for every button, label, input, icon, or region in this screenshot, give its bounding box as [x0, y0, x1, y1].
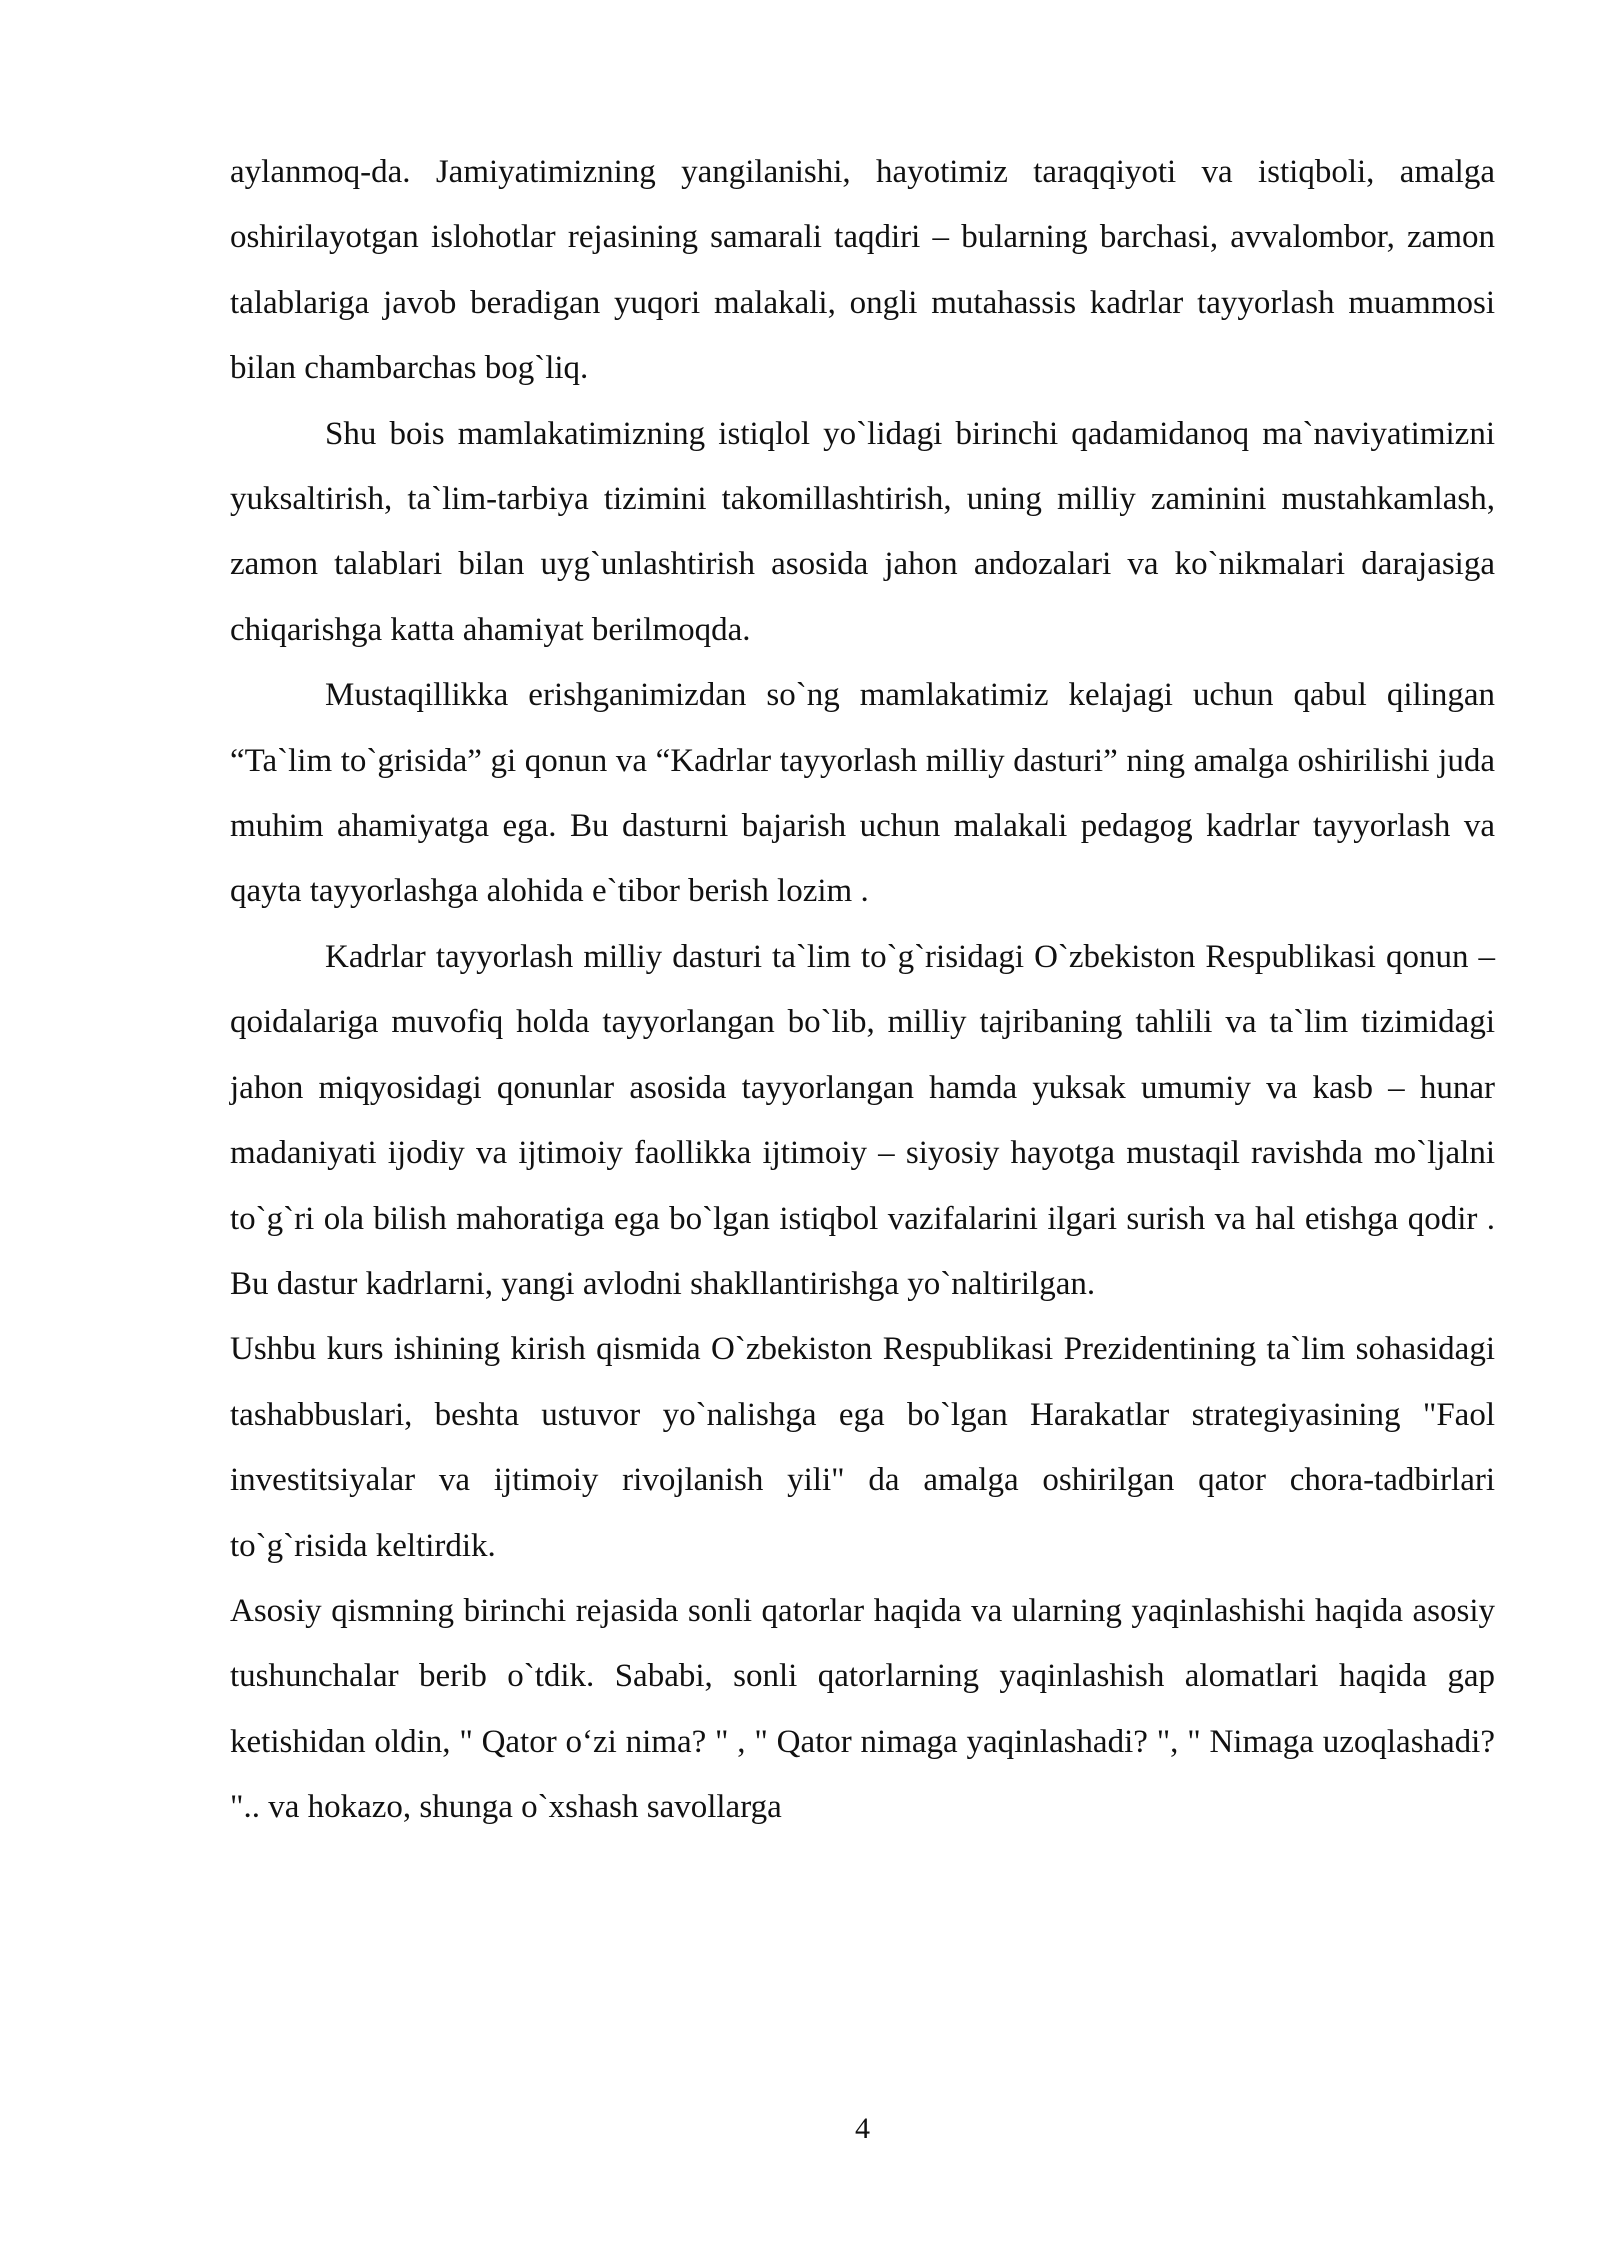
paragraph-6: Asosiy qismning birinchi rejasida sonli qatorlar haqida va ularning yaqinlashishi haqida asosiy tushunchalar berib o`tdik. Sababi, sonli qatorlarning yaqinlashish alomatlari haqida gap ketishidan oldin, " Qator o‘zi nima? " , " Qator nimaga yaqinlashadi? ", " Nimaga uzoqlashadi? ".. va hokazo, shunga o`xshash savollarga [230, 1592, 1495, 1826]
page-number: 4 [855, 2112, 870, 2145]
paragraph-4: Kadrlar tayyorlash milliy dasturi ta`lim to`g`risidagi O`zbekiston Respublikasi qonun – qoidalariga muvofiq holda tayyorlangan bo`lib, milliy tajribaning tahlili va ta`lim tizimidagi jahon miqyosidagi qonunlar asosida tayyorlangan hamda yuksak umumiy va kasb – hunar madaniyati ijodiy va ijtimoiy faollikka ijtimoiy – siyosiy hayotga mustaqil ravishda mo`ljalni to`g`ri ola bilish mahoratiga ega bo`lgan istiqbol vazifalarini ilgari surish va hal etishga qodir . Bu dastur kadrlarni, yangi avlodni shakllantirishga yo`naltirilgan. [230, 938, 1495, 1302]
paragraph-3: Mustaqillikka erishganimizdan so`ng mamlakatimiz kelajagi uchun qabul qilingan “Ta`lim to`grisida” gi qonun va “Kadrlar tayyorlash milliy dasturi” ning amalga oshirilishi juda muhim ahamiyatga ega. Bu dasturni bajarish uchun malakali pedagog kadrlar tayyorlash va qayta tayyorlashga alohida e`tibor berish lozim . [230, 677, 1495, 910]
paragraph-2: Shu bois mamlakatimizning istiqlol yo`lidagi birinchi qadamidanoq ma`naviyatimizni yuksaltirish, ta`lim-tarbiya tizimini takomillashtirish, uning milliy zaminini mustahkamlash, zamon talablari bilan uyg`unlashtirish asosida jahon andozalari va ko`nikmalari darajasiga chiqarishga katta ahamiyat berilmoqda. [230, 415, 1495, 648]
document-body [230, 140, 1495, 1841]
paragraph-5: Ushbu kurs ishining kirish qismida O`zbekiston Respublikasi Prezidentining ta`lim sohasidagi tashabbuslari, beshta ustuvor yo`nalishga ega bo`lgan Harakatlar strategiyasining "Faol investitsiyalar va ijtimoiy rivojlanish yili" da amalga oshirilgan qator chora-tadbirlari to`g`risida keltirdik. [230, 1331, 1495, 1564]
paragraph-1: aylanmoq-da. Jamiyatimizning yangilanishi, hayotimiz taraqqiyoti va istiqboli, amalga oshirilayotgan islohotlar rejasining samarali taqdiri – bularning barchasi, avvalombor, zamon talablariga javob beradigan yuqori malakali, ongli mutahassis kadrlar tayyorlash muammosi bilan chambarchas bog`liq. [230, 154, 1495, 387]
